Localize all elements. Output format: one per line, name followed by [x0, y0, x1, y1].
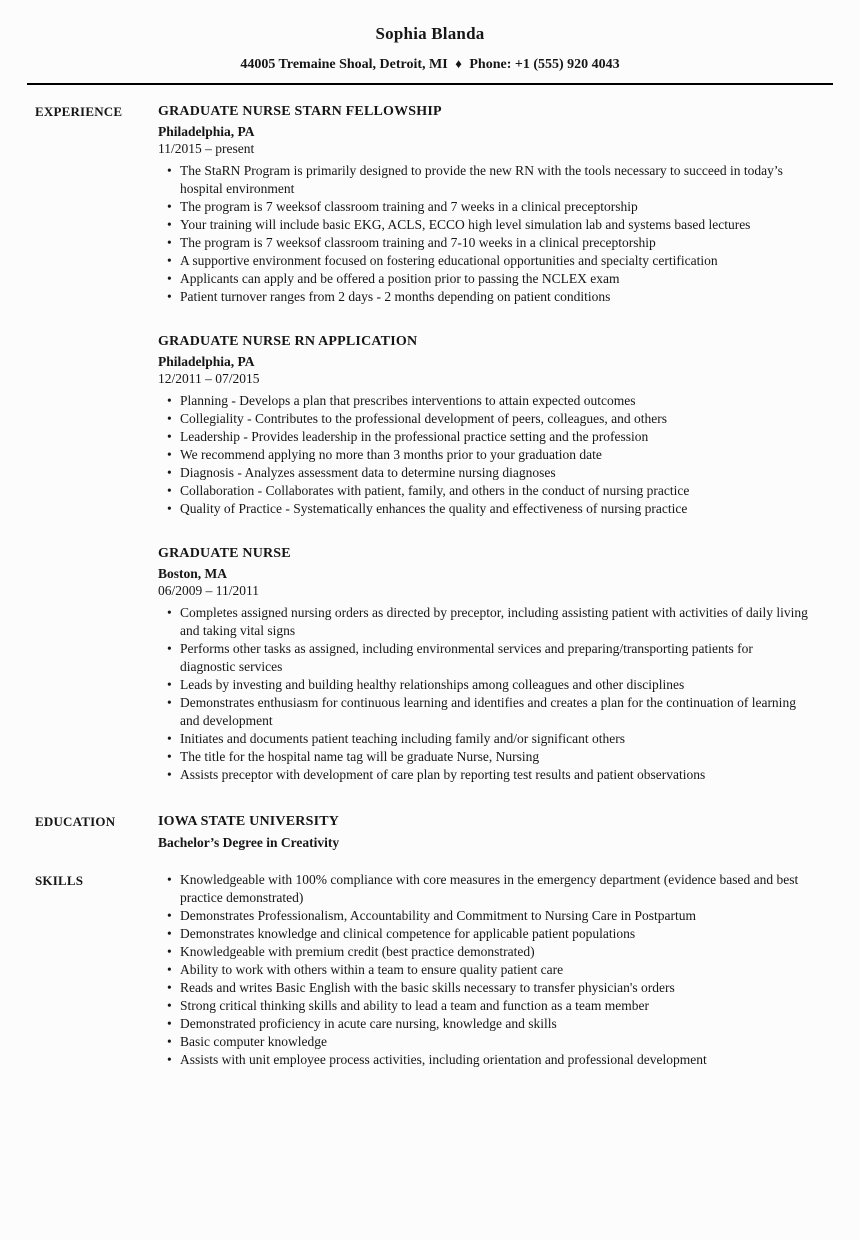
bullet-item: • Completes assigned nursing orders as directed by preceptor, including assisting patient with activities of daily living and taking vital signs [180, 604, 810, 640]
bullet-item: • Ability to work with others within a team to ensure quality patient care [180, 961, 810, 979]
job-bullet-list [158, 162, 810, 306]
experience-content [158, 102, 810, 784]
job-title: GRADUATE NURSE STARN FELLOWSHIP [158, 104, 442, 119]
bullet-item: • Initiates and documents patient teaching including family and/or significant others [180, 730, 810, 748]
bullet-item: • Collegiality - Contributes to the professional development of peers, colleagues, and others [180, 410, 810, 428]
bullet-item: • Your training will include basic EKG, ACLS, ECCO high level simulation lab and systems based lectures [180, 216, 810, 234]
contact-phone: Phone: +1 (555) 920 4043 [469, 57, 620, 72]
bullet-item: • The program is 7 weeksof classroom training and 7-10 weeks in a clinical preceptorship [180, 234, 810, 252]
bullet-item: • The title for the hospital name tag will be graduate Nurse, Nursing [180, 748, 810, 766]
bullet-item: • Leads by investing and building healthy relationships among colleagues and other disciplines [180, 676, 810, 694]
diamond-separator-icon: ♦ [455, 56, 462, 71]
section-education [35, 812, 810, 851]
section-skills [35, 871, 810, 1069]
resume-body [0, 102, 860, 1069]
job-entry [158, 544, 810, 784]
bullet-item: • Demonstrates enthusiasm for continuous learning and identifies and creates a plan for the continuation of learning and development [180, 694, 810, 730]
bullet-item: • The StaRN Program is primarily designed to provide the new RN with the tools necessary to succeed in today’s hospital environment [180, 162, 810, 198]
contact-address: 44005 Tremaine Shoal, Detroit, MI [240, 57, 448, 72]
education-section-label: EDUCATION [35, 814, 116, 829]
job-title: GRADUATE NURSE RN APPLICATION [158, 334, 418, 349]
section-experience [35, 102, 810, 784]
job-dates: 06/2009 – 11/2011 [158, 583, 259, 598]
bullet-item: • Collaboration - Collaborates with patient, family, and others in the conduct of nursing practice [180, 482, 810, 500]
job-title: GRADUATE NURSE [158, 546, 291, 561]
bullet-item: • Basic computer knowledge [180, 1033, 810, 1051]
bullet-item: • Leadership - Provides leadership in the professional practice setting and the profession [180, 428, 810, 446]
person-name: Sophia Blanda [375, 24, 485, 43]
experience-section-label: EXPERIENCE [35, 104, 123, 119]
bullet-item: • The program is 7 weeksof classroom training and 7 weeks in a clinical preceptorship [180, 198, 810, 216]
bullet-item: • Reads and writes Basic English with the basic skills necessary to transfer physician's orders [180, 979, 810, 997]
bullet-item: • Knowledgeable with premium credit (best practice demonstrated) [180, 943, 810, 961]
skills-section-label: SKILLS [35, 873, 84, 888]
job-location: Boston, MA [158, 566, 228, 581]
bullet-item: • Assists with unit employee process activities, including orientation and professional development [180, 1051, 810, 1069]
bullet-item: • Planning - Develops a plan that prescribes interventions to attain expected outcomes [180, 392, 810, 410]
bullet-item: • Demonstrated proficiency in acute care nursing, knowledge and skills [180, 1015, 810, 1033]
job-bullet-list [158, 604, 810, 784]
contact-line [0, 56, 860, 73]
skills-content [158, 871, 810, 1069]
bullet-item: • Applicants can apply and be offered a position prior to passing the NCLEX exam [180, 270, 810, 288]
job-bullet-list [158, 392, 810, 518]
bullet-item: • Patient turnover ranges from 2 days - 2 months depending on patient conditions [180, 288, 810, 306]
job-entry [158, 102, 810, 306]
bullet-item: • Performs other tasks as assigned, including environmental services and preparing/transporting patients for diagnostic services [180, 640, 810, 676]
skills-bullet-list [158, 871, 810, 1069]
education-content [158, 812, 810, 851]
header-divider [27, 83, 833, 85]
bullet-item: • A supportive environment focused on fostering educational opportunities and specialty certification [180, 252, 810, 270]
job-location: Philadelphia, PA [158, 124, 255, 139]
resume-header [0, 24, 860, 73]
bullet-item: • Demonstrates knowledge and clinical competence for applicable patient populations [180, 925, 810, 943]
job-location: Philadelphia, PA [158, 354, 255, 369]
job-entry [158, 332, 810, 518]
bullet-item: • Quality of Practice - Systematically enhances the quality and effectiveness of nursing practice [180, 500, 810, 518]
bullet-item: • Knowledgeable with 100% compliance with core measures in the emergency department (evidence based and best practice demonstrated) [180, 871, 810, 907]
education-degree: Bachelor’s Degree in Creativity [158, 835, 340, 850]
job-dates: 12/2011 – 07/2015 [158, 371, 260, 386]
education-school: IOWA STATE UNIVERSITY [158, 814, 340, 829]
job-dates: 11/2015 – present [158, 141, 255, 156]
bullet-item: • Demonstrates Professionalism, Accountability and Commitment to Nursing Care in Postpartum [180, 907, 810, 925]
bullet-item: • Strong critical thinking skills and ability to lead a team and function as a team member [180, 997, 810, 1015]
bullet-item: • Diagnosis - Analyzes assessment data to determine nursing diagnoses [180, 464, 810, 482]
bullet-item: • We recommend applying no more than 3 months prior to your graduation date [180, 446, 810, 464]
bullet-item: • Assists preceptor with development of care plan by reporting test results and patient observations [180, 766, 810, 784]
